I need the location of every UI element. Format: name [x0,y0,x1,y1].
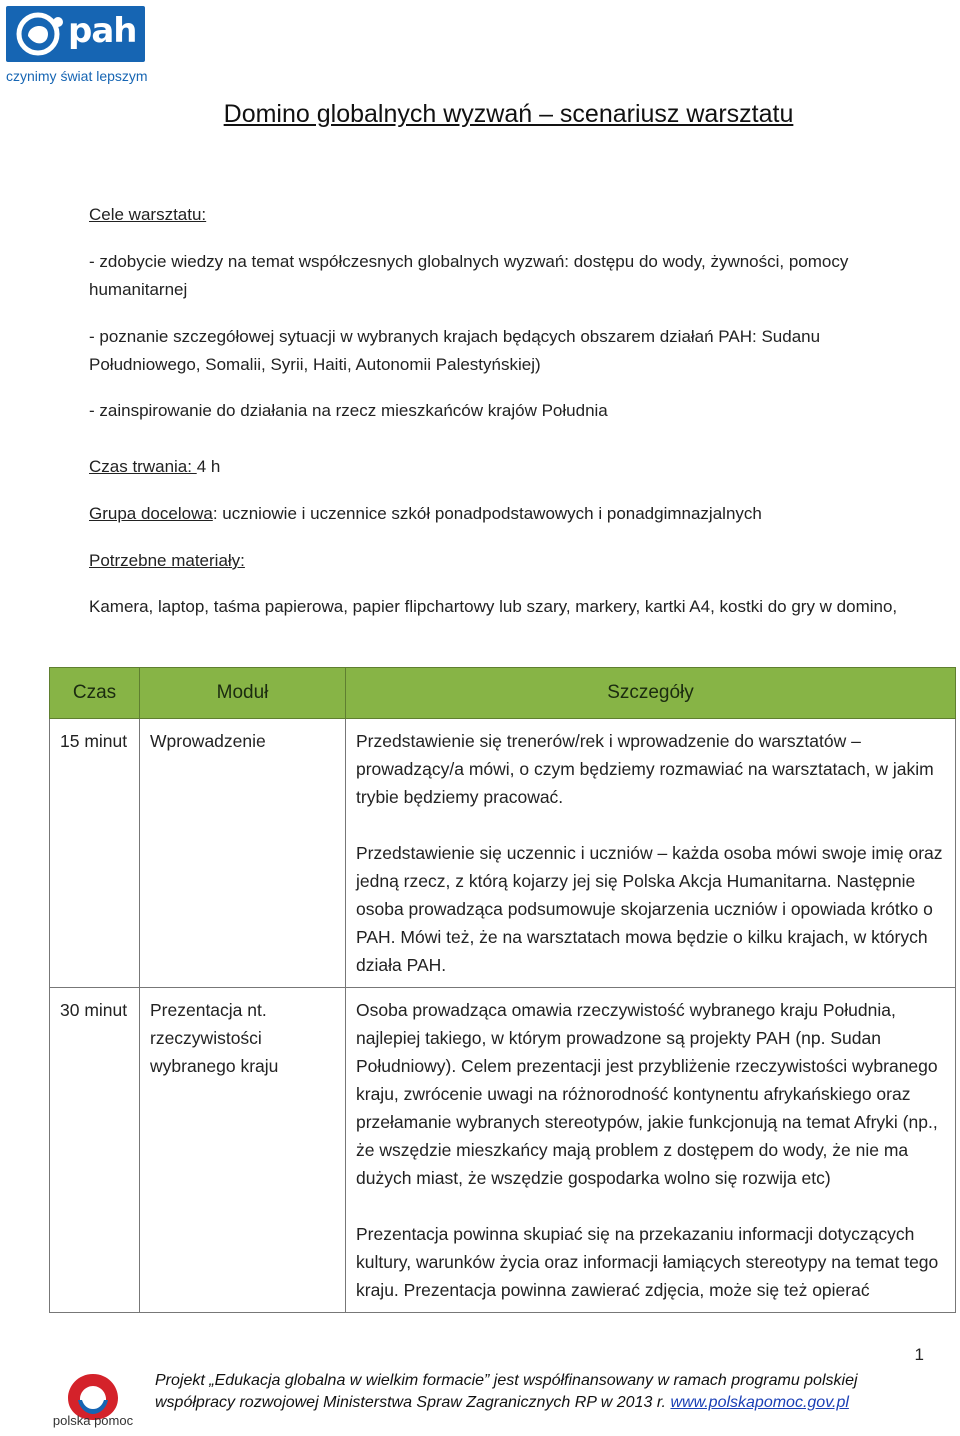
cell-module: Wprowadzenie [140,719,346,988]
detail-paragraph: Przedstawienie się trenerów/rek i wprowadzenie do warsztatów – prowadzący/a mówi, o czym będziemy rozmawiać na warsztatach, w jakim trybie będziemy pracować. [356,731,934,807]
table-header-row [50,668,956,719]
header-module: Moduł [140,668,346,719]
detail-paragraph: Przedstawienie się uczennic i uczniów – każda osoba mówi swoje imię oraz jedną rzecz, z którą kojarzy jej się Polska Akcja Humanitarna. Następnie osoba prowadząca podsumowuje skojarzenia uczniów i opowiada krótko o PAH. Mówi też, że na warsztatach mowa będzie o kilku krajach, w których działa PAH. [356,843,943,975]
cell-details [346,988,956,1313]
materials-label: Potrzebne materiały: [89,551,245,570]
page-number: 1 [914,1345,924,1364]
workshop-plan-table [49,667,956,1313]
cell-time: 15 minut [50,719,140,988]
detail-paragraph: Prezentacja powinna skupiać się na przekazaniu informacji dotyczących kultury, warunków życia oraz informacji łamiących stereotypy na temat tego kraju. Prezentacja powinna zawierać zdjęcia, może się też opierać [356,1224,939,1300]
target-label: Grupa docelowa [89,504,213,523]
goal-item: - zainspirowanie do działania na rzecz mieszkańców krajów Południa [89,401,608,420]
heart-person-icon [14,10,70,60]
cell-details [346,719,956,988]
logo-tagline: czynimy świat lepszym [6,68,148,84]
page-title: Domino globalnych wyzwań – scenariusz warsztatu [223,100,794,128]
cell-time: 30 minut [50,988,140,1313]
cell-module: Prezentacja nt. rzeczywistości wybranego kraju [140,988,346,1313]
pah-logo [6,6,145,62]
footer-logo-text: polska pomoc [52,1413,134,1428]
target-value: : uczniowie i uczennice szkół ponadpodstawowych i ponadgimnazjalnych [212,504,762,523]
goal-item: - poznanie szczegółowej sytuacji w wybranych krajach będących obszarem działań PAH: Sudanu Południowego, Somalii, Syrii, Haiti, Autonomii Palestyńskiej) [89,327,821,374]
table-row [50,988,956,1313]
header-time: Czas [50,668,140,719]
logo-text: pah [68,11,137,51]
duration [89,453,909,481]
footer-text [155,1370,915,1414]
detail-paragraph: Osoba prowadząca omawia rzeczywistość wybranego kraju Południa, najlepiej takiego, w którym prowadzone są projekty PAH (np. Sudan Południowy). Celem prezentacji jest przybliżenie rzeczywistości wybranego kraju, zwrócenie uwagi na różnorodność kontynentu afrykańskiego oraz przełamanie wybranych stereotypów, jakie funkcjonują na temat Afryki (np., że wszędzie mieszkańcy mają problem z dostępem do wody, że nie ma dużych miast, że wszędzie gospodarka wolno się rozwija etc) [356,1000,938,1188]
goal-item: - zdobycie wiedzy na temat współczesnych globalnych wyzwań: dostępu do wody, żywności, pomocy humanitarnej [89,252,849,299]
duration-label: Czas trwania: [89,457,197,476]
goals-heading: Cele warsztatu: [89,205,207,224]
header-details: Szczegóły [346,668,956,719]
footer-project-text: Projekt „Edukacja globalna w wielkim formacie” jest współfinansowany w ramach programu polskiej współpracy rozwojowej Ministerstwa Spraw Zagranicznych RP w 2013 r. [155,1372,858,1411]
duration-value: 4 h [196,457,221,476]
target-group [89,500,909,528]
materials-value: Kamera, laptop, taśma papierowa, papier flipchartowy lub szary, markery, kartki A4, kostki do gry w domino, [89,597,898,616]
table-row [50,719,956,988]
footer-link[interactable]: www.polskapomoc.gov.pl [670,1394,849,1411]
